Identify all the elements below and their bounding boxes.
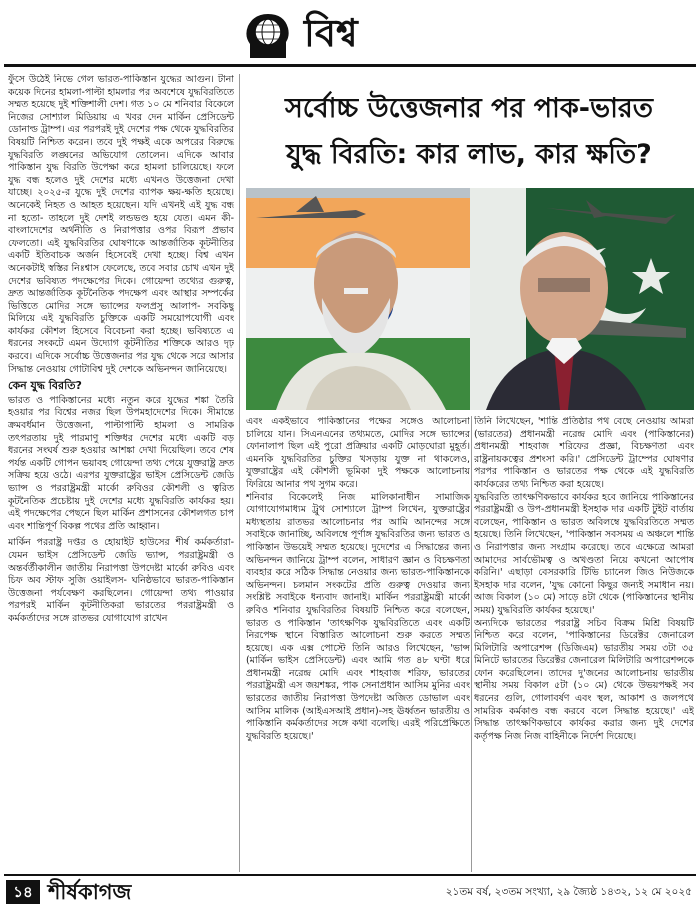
article-column-1: [8, 74, 234, 874]
header-divider: [4, 64, 696, 67]
section-title: বিশ্ব: [304, 10, 358, 55]
footer-divider: [4, 874, 696, 876]
section-header: [0, 0, 700, 66]
article-paragraph: অন্যদিকে ভারতের পররাষ্ট্র সচিব বিক্রম মিশ্রি বিষয়টি নিশ্চিত করে বলেন, 'পাকিস্তানের ডিরেক্টর জেনারেল মিলিটারি অপারেশন্স (ডিজিএম) ভারতীয় সময় ৩টা ৩৫ মিনিটে ভারতের ডিরেক্টর জেনারেল মিলিটারি অপারেশন্সকে ফোন করেছিলেন। তাদের দু'জনের আলোচনায় ভারতীয় স্থানীয় সময় বিকাল ৫টা (১০ মে) থেকে উভয়পক্ষই সব ধরনের গুলি, গোলাবর্ষণ এবং স্থল, আকাশ ও জলপথে সামরিক কর্মকাণ্ড বন্ধ করবে বলে সিদ্ধান্ত হয়েছে।' এই সিদ্ধান্ত তাৎক্ষণিকভাবে কার্যকর করার জন্য দুই দেশের কর্তৃপক্ষ নিজ নিজ বাহিনীকে নির্দেশ দিয়েছে।: [474, 617, 694, 742]
headline-line-1: সর্বোচ্চ উত্তেজনার পর পাক-ভারত: [284, 93, 654, 124]
article-headline: [246, 86, 692, 178]
column-divider: [471, 416, 472, 872]
globe-head-logo: [240, 10, 296, 60]
masthead-logo: শীর্ষকাগজ: [48, 879, 132, 904]
column-divider: [239, 74, 240, 872]
article-paragraph: শনিবার বিকেলেই নিজ মালিকানাধীন সামাজিক যোগাযোগমাধ্যম ট্রুথ সোশ্যালে ট্রাম্প লিখেন, যুক্তরাষ্ট্রের মধ্যস্থতায় রাতভর আলোচনার পর আমি আনন্দের সঙ্গে সবাইকে জানাচ্ছি, অবিলম্বে পূর্ণাঙ্গ যুদ্ধবিরতির জন্য ভারত ও পাকিস্তান উভয়েই সম্মত হয়েছে। দুদেশের এ সিদ্ধান্তের জন্য অভিনন্দন জানিয়ে ট্রাম্প বলেন, সাধারণ জ্ঞান ও বিচক্ষণতা ব্যবহার করে সঠিক সিদ্ধান্ত নেওয়ার জন্য ভারত-পাকিস্তানকে অভিনন্দন। চলমান সংকটের প্রতি গুরুত্ব দেওয়ার জন্য সংশ্লিষ্ট সবাইকে ধন্যবাদ জানাই। মার্কিন পররাষ্ট্রমন্ত্রী মার্কো রুবিও শনিবার যুদ্ধবিরতির বিষয়টি নিশ্চিত করে বলেছেন, ভারত ও পাকিস্তান 'তাৎক্ষণিক যুদ্ধবিরতিতে এবং একটি নিরপেক্ষ স্থানে বিস্তারিত আলোচনা শুরু করতে সম্মত হয়েছে। এক এক্স পোস্টে তিনি আরও লিখেছেন, 'ভান্স (মার্কিন ভাইস প্রেসিডেন্ট) এবং আমি গত ৪৮ ঘণ্টা ধরে প্রধানমন্ত্রী নরেন্দ্র মোদি এবং শাহবাজ শরিফ, ভারতের পররাষ্ট্রমন্ত্রী এস জয়শঙ্কর, পাক সেনাপ্রধান আসিম মুনির এবং ভারতের জাতীয় নিরাপত্তা উপদেষ্টা অজিত ডোভাল এবং আসিম মালিক (আইএসআই প্রধান)-সহ ঊর্ধ্বতন ভারতীয় ও পাকিস্তানি কর্মকর্তাদের সঙ্গে কথা বলেছি। এরই পরিপ্রেক্ষিতে যুদ্ধবিরতি হয়েছে।': [246, 491, 470, 742]
issue-info: ২১তম বর্ষ, ২৩তম সংখ্যা, ২৯ জ্যৈষ্ঠ ১৪৩২, ১২ মে ২০২৫: [445, 886, 692, 898]
page-number: ১৪: [6, 880, 40, 904]
article-paragraph: যুদ্ধবিরতি তাৎক্ষণিকভাবে কার্যকর হবে জানিয়ে পাকিস্তানের পররাষ্ট্রমন্ত্রী ও উপ-প্রধানমন্ত্রী ইসহাক দার একটি টুইট বার্তায় বলেছেন, পাকিস্তান ও ভারত অবিলম্বে যুদ্ধবিরতিতে সম্মত হয়েছে। তিনি লিখেছেন, 'পাকিস্তান সবসময় এ অঞ্চলে শান্তি ও নিরাপত্তার জন্য সংগ্রাম করেছে। তবে এক্ষেত্রে আমরা আমাদের সার্বভৌমত্ব ও অখণ্ডতা নিয়ে কখনো আপোষ করিনি।' এছাড়া বেসরকারি টিভি চ্যানেল জিও নিউজকে ইসহাক দার বলেন, 'যুদ্ধ কোনো কিছুর জন্যই সমাধান নয়। আজ বিকাল (১০ মে) সাড়ে ৪টা থেকে (পাকিস্তানের স্থানীয় সময়) যুদ্ধবিরতি কার্যকর হয়েছে।': [474, 491, 694, 616]
article-paragraph: ভারত ও পাকিস্তানের মধ্যে নতুন করে যুদ্ধের শঙ্কা তৈরি হওয়ার পর বিশ্বের নজর ছিল উপমহাদেশের দিকে। সীমান্তে ক্রমবর্ধমান উত্তেজনা, পাল্টাপাল্টি হামলা ও সামরিক তৎপরতায় দুই পারমাণু শক্তিধর দেশের মধ্যে একটি বড় ধরনের সংঘর্ষ শুরু হওয়ার আশঙ্কা দেখা দিয়েছিল। তবে শেষ পর্যন্ত একটি গোপন ভয়াবহ গোয়েন্দা তথ্য পেয়ে যুক্তরাষ্ট্র দ্রুত সক্রিয় হয়ে ওঠে। এরপর যুক্তরাষ্ট্রের ভাইস প্রেসিডেন্ট জেডি ভ্যান্স ও পররাষ্ট্রমন্ত্রী মার্কো রুবিওর কৌশলী ও ত্বরিত কূটনৈতিক প্রচেষ্টায় দুই দেশের মধ্যে যুদ্ধবিরতি কার্যকর হয়। এই পদক্ষেপের পেছনে ছিল মার্কিন প্রশাসনের কৌশলগত চাপ এবং শান্তিপূর্ণ বিকল্প পথের প্রতি আহ্বান।: [8, 394, 234, 532]
article-paragraph: তিনি লিখেছেন, 'শান্তি প্রতিষ্ঠার পথ বেছে নেওয়ায় আমরা (ভারতের) প্রধানমন্ত্রী নরেন্দ্র মোদি এবং (পাকিস্তানের) প্রধানমন্ত্রী শাহবাজ শরিফের প্রজ্ঞা, বিচক্ষণতা এবং রাষ্ট্রনায়কত্বের প্রশংসা করি।' প্রেসিডেন্ট ট্রাম্পের ঘোষণার পরপর পাকিস্তান ও ভারতের পক্ষ থেকে এই যুদ্ধবিরতি কার্যকরের তথ্য নিশ্চিত করা হয়েছে।: [474, 416, 694, 490]
article-paragraph: মার্কিন পররাষ্ট্র দপ্তর ও হোয়াইট হাউসের শীর্ষ কর্মকর্তারা- যেমন ভাইস প্রেসিডেন্ট জেডি ভ্যান্স, পররাষ্ট্রমন্ত্রী ও অন্তর্বর্তীকালীন জাতীয় নিরাপত্তা উপদেষ্টা মার্কো রুবিও এবং চিফ অব স্টাফ সুজি ওয়াইলস- ঘনিষ্ঠভাবে ভারত-পাকিস্তান উত্তেজনা পর্যবেক্ষণ করছিলেন। গোয়েন্দা তথ্য পাওয়ার পরপরই মার্কিন কূটনীতিকরা ভারতের পররাষ্ট্রমন্ত্রী ও কর্মকর্তাদের সঙ্গে রাতভর যোগাযোগ রাখেন: [8, 537, 234, 624]
article-subheading: কেন যুদ্ধ বিরতি?: [8, 379, 82, 393]
article-paragraph: এবং একইভাবে পাকিস্তানের পক্ষের সঙ্গেও আলোচনা চালিয়ে যান। সিএনএনের তথ্যমতে, মোদির সঙ্গে ভ্যান্সের ফোনালাপ ছিল এই পুরো প্রক্রিয়ার একটি মোড়ঘোরা মুহূর্ত। এমনকি যুদ্ধবিরতির চুক্তির খসড়ায় যুক্ত না থাকলেও, যুক্তরাষ্ট্রের এই কৌশলী ভূমিকা দুই পক্ষকে আলোচনায় ফিরিয়ে আনার পথ সুগম করে।: [246, 416, 470, 490]
article-column-3: [474, 416, 694, 874]
leaders-photo: [246, 188, 694, 410]
headline-line-2: যুদ্ধ বিরতি: কার লাভ, কার ক্ষতি?: [286, 139, 652, 170]
article-column-2: [246, 416, 470, 874]
article-paragraph: ফুঁসে উঠেই নিভে গেল ভারত-পাকিস্তান যুদ্ধের আগুন। টানা কয়েক দিনের হামলা-পাল্টা হামলার পর অবশেষে যুদ্ধবিরতিতে সম্মত হয়েছে দুই শক্তিশালী দেশ। গত ১০ মে শনিবার বিকেলে নিজের সোশ্যাল মিডিয়ায় এ খবর দেন মার্কিন প্রেসিডেন্ট ডোনাল্ড ট্রাম্প। এর পরপরই দুই দেশের পক্ষ থেকে যুদ্ধবিরতির বিষয়টি নিশ্চিত করেন। তবে দুই পক্ষই একে অপরের বিরুদ্ধে যুদ্ধবিরতি লঙ্ঘনের অভিযোগ তোলেন। এদিকে আবার পাকিস্তান যুদ্ধ বিরতি উপেক্ষা করে হামলা চালিয়েছে। ফলে যুদ্ধ বন্ধ হলেও দুই দেশের মধ্যে এখনও উত্তেজনা দেখা যাচ্ছে। ২০২৫-র যুদ্ধে দুই দেশের ব্যাপক ক্ষয়-ক্ষতি হয়েছে। অনেকেই নিহত ও আহত হয়েছেন। যদি এখনই এই যুদ্ধ বন্ধ না হতো- তাহলে দুই দেশই লন্ডভণ্ড হয়ে যেত। এমন কী- বাংলাদেশের অর্থনীতি ও নিরাপত্তার ওপর বিরূপ প্রভাব ফেলতো। এই যুদ্ধবিরতির ঘোষণাকে আন্তর্জাতিক কূটনীতির একটি ইতিবাচক অর্জন হিসেবেই দেখা হচ্ছে। বিশ্ব এখন অনেকটাই স্বস্তির নিঃশ্বাস ফেলেছে, তবে সবার চোখ এখন দুই দেশের ভবিষ্যত পদক্ষেপের দিকে। গোয়েন্দা তথ্যের গুরুত্ব, দ্রুত আন্তর্জাতিক কূটনৈতিক পদক্ষেপ এবং আস্থার সম্পর্কের ভিত্তিতে মোদির সঙ্গে ভ্যান্সের ফলপ্রসু আলাপ- সবকিছু মিলিয়ে এই যুদ্ধবিরতি চুক্তিকে একটি সময়োপযোগী এবং কার্যকর কৌশল হিসেবে বিবেচনা করা হচ্ছে। ভবিষ্যতে এ ধরনের সংকটে এমন উদ্যোগ কূটনীতির শক্তিকে আরও দৃঢ় করবে। এদিকে সর্বোচ্চ উত্তেজনার পর যুদ্ধ থেকে সরে আসার সিদ্ধান্ত নেওয়ায় গোটাবিশ্ব দুই দেশকে অভিনন্দন জানিয়েছে।: [8, 74, 234, 375]
